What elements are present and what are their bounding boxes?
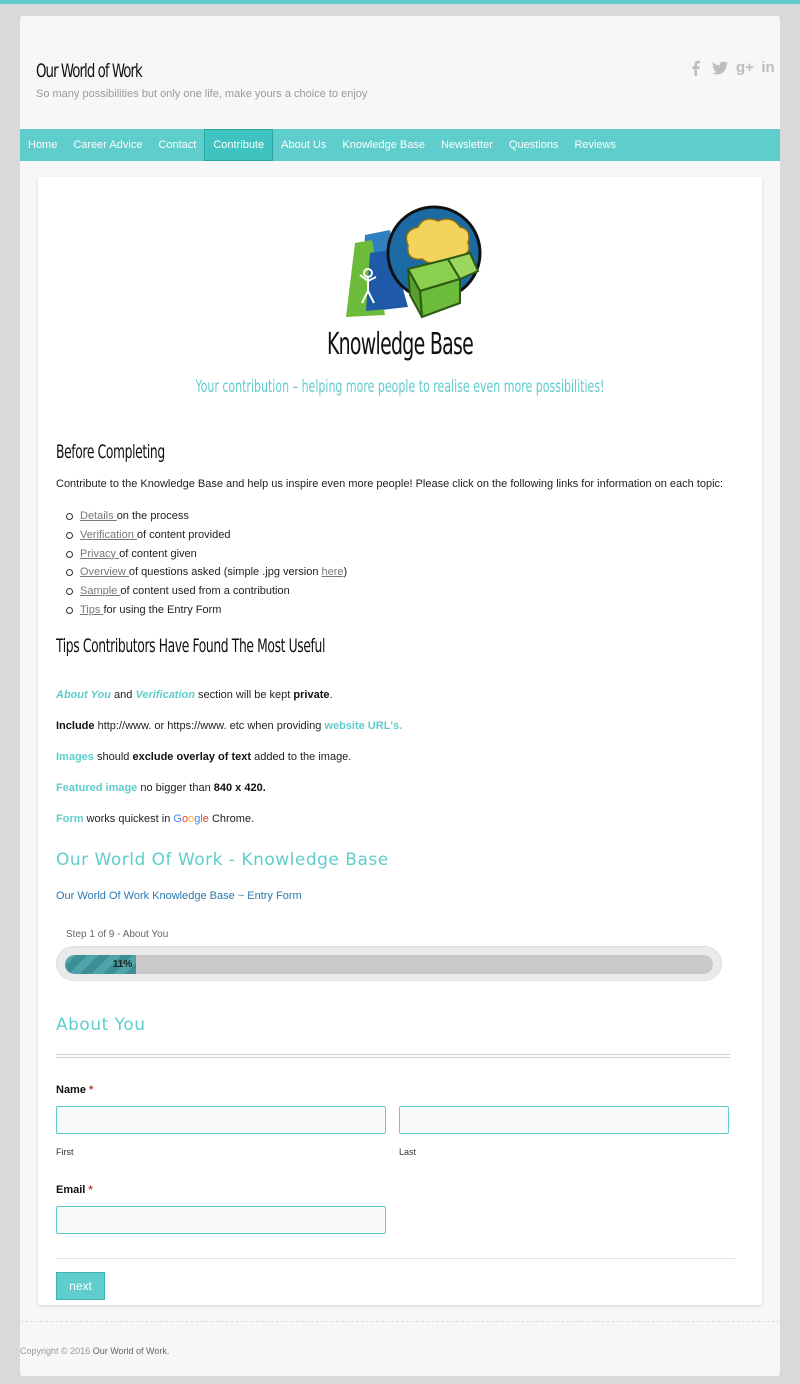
social-links bbox=[688, 60, 776, 76]
progress-percent: 11% bbox=[112, 959, 133, 970]
main-navigation bbox=[20, 129, 780, 161]
tip-bold: private bbox=[293, 689, 330, 701]
tip-urls bbox=[56, 720, 402, 732]
tip-emphasis: Images bbox=[56, 751, 94, 763]
tip-browser bbox=[56, 813, 254, 825]
list-item bbox=[80, 563, 347, 582]
tip-text: . bbox=[329, 689, 333, 701]
nav-item-about-us[interactable]: About Us bbox=[281, 139, 327, 151]
tip-text: should bbox=[93, 751, 133, 763]
page-wrapper bbox=[20, 16, 780, 1376]
footer-divider bbox=[20, 1321, 780, 1322]
nav-item-contribute[interactable]: Contribute bbox=[204, 129, 273, 161]
tip-emphasis: About You bbox=[56, 689, 111, 701]
footer bbox=[20, 1346, 169, 1356]
site-tagline: So many possibilities but only one life, make yours a choice to enjoy bbox=[36, 88, 368, 100]
copyright-text: Copyright © 2016 bbox=[20, 1346, 93, 1356]
verification-link[interactable]: Verification bbox=[80, 528, 137, 541]
intro-paragraph: Contribute to the Knowledge Base and help us inspire even more people! Please click on the following links for information on each topic: bbox=[56, 478, 724, 490]
tip-text: section will be kept bbox=[194, 689, 294, 701]
form-title: Our World Of Work - Knowledge Base bbox=[56, 850, 389, 870]
tip-text: and bbox=[111, 689, 136, 701]
first-name-input[interactable] bbox=[56, 1106, 386, 1134]
twitter-icon[interactable] bbox=[712, 60, 728, 76]
tips-link[interactable]: Tips bbox=[80, 603, 104, 616]
list-item bbox=[80, 601, 347, 620]
list-item-text: of questions asked (simple .jpg version bbox=[128, 566, 322, 579]
list-item bbox=[80, 507, 347, 526]
list-item-text: for using the Entry Form bbox=[103, 603, 222, 616]
nav-item-reviews[interactable]: Reviews bbox=[574, 139, 617, 151]
content-card bbox=[38, 177, 762, 1305]
tip-emphasis: website URL's. bbox=[324, 720, 403, 732]
google-letter: G bbox=[173, 813, 182, 825]
topic-list bbox=[80, 507, 347, 620]
last-name-input[interactable] bbox=[399, 1106, 729, 1134]
facebook-icon[interactable] bbox=[688, 60, 704, 76]
tip-text: works quickest in bbox=[83, 813, 174, 825]
progress-bar bbox=[56, 946, 722, 981]
nav-item-questions[interactable]: Questions bbox=[508, 139, 559, 151]
last-sublabel: Last bbox=[399, 1147, 417, 1157]
details-link[interactable]: Details bbox=[80, 510, 117, 522]
overview-link[interactable]: Overview bbox=[80, 566, 129, 579]
email-input[interactable] bbox=[56, 1206, 386, 1234]
footer-owner-link[interactable]: Our World of Work. bbox=[92, 1346, 170, 1356]
list-item-text: of content given bbox=[119, 547, 197, 560]
first-sublabel: First bbox=[56, 1147, 74, 1157]
hero-subtitle: Your contribution – helping more people to realise even more possibilities! bbox=[195, 377, 605, 397]
list-item bbox=[80, 582, 347, 601]
entry-form-link[interactable]: Our World Of Work Knowledge Base ~ Entry Form bbox=[56, 890, 302, 902]
tip-emphasis: Featured image bbox=[56, 782, 138, 794]
google-letter: l bbox=[200, 813, 203, 825]
logo-wordmark: Knowledge Base bbox=[326, 327, 474, 362]
list-item bbox=[80, 526, 347, 545]
tip-privacy bbox=[56, 689, 333, 701]
tips-heading: Tips Contributors Have Found The Most Useful bbox=[56, 635, 326, 657]
tip-text: Chrome. bbox=[208, 813, 255, 825]
google-plus-icon[interactable]: g+ bbox=[736, 59, 754, 76]
section-divider bbox=[56, 1054, 730, 1058]
list-item-text: of content used from a contribution bbox=[120, 585, 290, 598]
tip-emphasis: Form bbox=[56, 813, 84, 825]
list-item bbox=[80, 545, 347, 564]
nav-item-career-advice[interactable]: Career Advice bbox=[73, 139, 143, 151]
tip-bold: 840 x 420. bbox=[213, 782, 266, 794]
list-item-text: on the process bbox=[116, 510, 189, 522]
tip-featured-image bbox=[56, 782, 266, 794]
google-letter: o bbox=[181, 813, 189, 825]
tip-bold: Include bbox=[56, 720, 95, 732]
required-marker: * bbox=[88, 1184, 93, 1196]
google-letter: o bbox=[188, 813, 195, 825]
nav-item-home[interactable]: Home bbox=[28, 139, 58, 151]
tip-text: no bigger than bbox=[137, 782, 214, 794]
google-letter: e bbox=[202, 813, 209, 825]
name-label bbox=[56, 1084, 93, 1096]
tip-bold: exclude overlay of text bbox=[132, 751, 252, 763]
required-marker: * bbox=[89, 1084, 94, 1096]
here-link[interactable]: here bbox=[321, 566, 344, 579]
before-completing-heading: Before Completing bbox=[56, 441, 165, 463]
progress-track bbox=[65, 955, 713, 974]
next-button[interactable]: next bbox=[56, 1272, 105, 1300]
privacy-link[interactable]: Privacy bbox=[80, 547, 120, 560]
tip-text: http://www. or https://www. etc when providing bbox=[94, 720, 325, 732]
form-footer-divider bbox=[56, 1258, 735, 1259]
email-label-text: Email bbox=[56, 1184, 86, 1196]
nav-item-contact[interactable]: Contact bbox=[158, 139, 197, 151]
nav-item-knowledge-base[interactable]: Knowledge Base bbox=[342, 139, 425, 151]
step-label: Step 1 of 9 - About You bbox=[66, 929, 169, 940]
tip-images bbox=[56, 751, 351, 763]
tip-text: added to the image. bbox=[251, 751, 352, 763]
google-letter: g bbox=[194, 813, 201, 825]
top-accent-bar bbox=[0, 0, 800, 4]
tip-emphasis: Verification bbox=[135, 689, 195, 701]
email-label bbox=[56, 1184, 93, 1196]
name-label-text: Name bbox=[56, 1084, 86, 1096]
linkedin-icon[interactable]: in bbox=[761, 59, 775, 76]
progress-fill bbox=[65, 955, 136, 974]
site-title[interactable]: Our World of Work bbox=[36, 60, 142, 82]
list-item-text: of content provided bbox=[136, 528, 231, 541]
sample-link[interactable]: Sample bbox=[80, 585, 121, 598]
list-item-text: ) bbox=[343, 566, 348, 579]
about-you-heading: About You bbox=[56, 1015, 146, 1035]
nav-item-newsletter[interactable]: Newsletter bbox=[440, 139, 493, 151]
